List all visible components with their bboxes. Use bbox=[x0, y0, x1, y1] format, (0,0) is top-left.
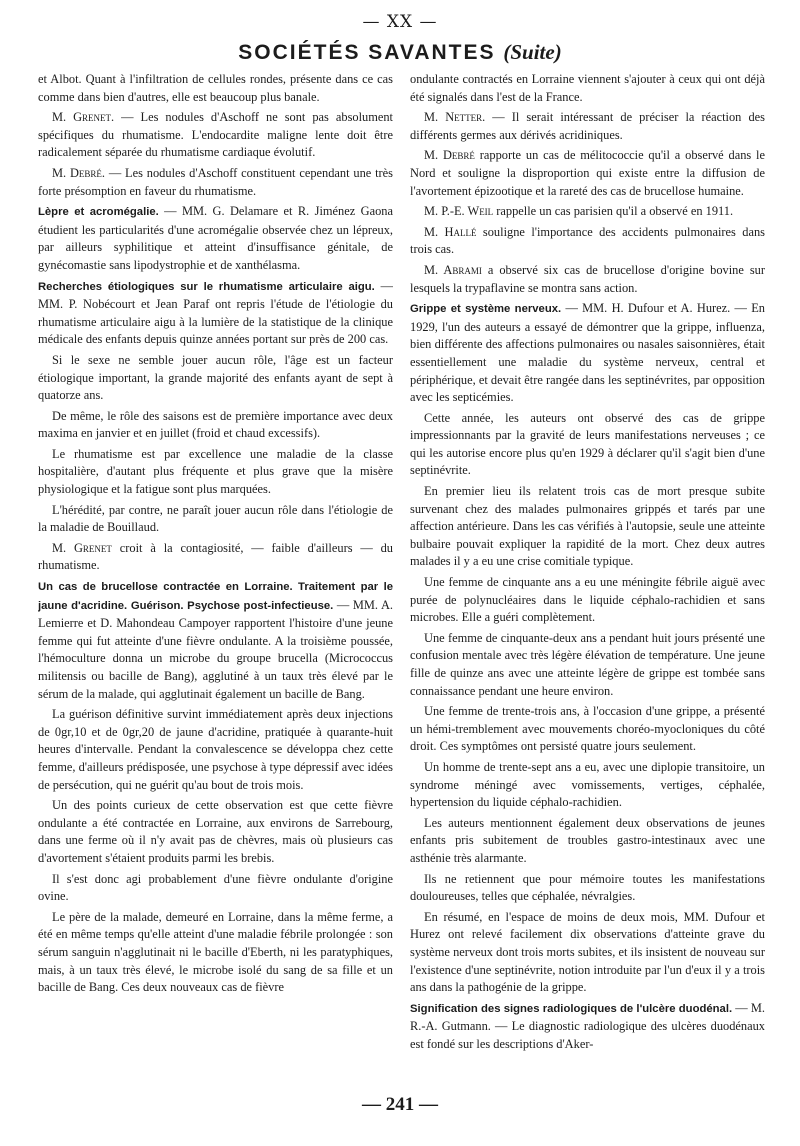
paragraph: Le père de la malade, demeuré en Lorraine, dans la même ferme, a été en même temps qu'elle atteint d'une maladie fébrile prolongée : son sérum sanguin n'agglutinait ni le bacille d'Eberth, ni les paratyphiques, mais, à un taux très élevé, le microbe isolé du sang de sa fille et un bacille de Bang. Ces deux nouveaux cas de fièvre bbox=[38, 909, 393, 995]
paragraph-text: a observé six cas de brucellose d'origine bovine sur lesquels la trypaflavine se montra sans action. bbox=[410, 262, 765, 295]
paragraph: Cette année, les auteurs ont observé des cas de grippe impressionnants par la gravité de leurs manifestations nerveuses ; ce qui les autorise encore plus qu'en 1929 à déclarer qu'il s'agit bien d'une septinévrite. bbox=[410, 410, 765, 478]
paragraph: L'hérédité, par contre, ne paraît jouer aucun rôle dans l'étiologie de la maladie de Bouillaud. bbox=[38, 502, 393, 535]
paragraph-text: — MM. G. Delamare et R. Jiménez Gaona étudient les particularités d'une acromégalie observée chez un lépreux, par ailleurs syphilitique et atteint d'insuffisance génitale, de gynécomastie sans lipodystrophie et de xanthélasma. bbox=[38, 204, 393, 272]
paragraph-text: souligne l'importance des accidents pulmonaires dans trois cas. bbox=[410, 224, 765, 257]
section-title-text: SOCIÉTÉS SAVANTES bbox=[238, 41, 496, 64]
paragraph bbox=[410, 300, 765, 407]
paragraph-text: — Il serait intéressant de préciser la réaction des différents germes aux dérivés acridiniques. bbox=[410, 110, 765, 142]
paragraph-text: rapporte un cas de mélitococcie qu'il a observé dans le Nord et souligne la disproportion qui existe entre la diffusion de l'avortement épizootique et la rareté des cas de brucellose humaine. bbox=[410, 148, 765, 198]
left-column bbox=[38, 71, 393, 1111]
roman-page-number: — XX — bbox=[362, 12, 438, 32]
paragraph: et Albot. Quant à l'infiltration de cellules rondes, présente dans ce cas comme dans bien d'autres, elle est beaucoup plus banale. bbox=[38, 72, 393, 104]
paragraph: Les auteurs mentionnent également deux observations de jeunes enfants pris subitement de troubles gastro-intestinaux avec une asthénie très alarmante. bbox=[410, 815, 765, 865]
paragraph: Ils ne retiennent que pour mémoire toutes les manifestations douloureuses, telles que céphalée, névralgies. bbox=[410, 871, 765, 904]
speaker-name: M. Debré. bbox=[52, 165, 105, 180]
speaker-name: M. Abrami bbox=[424, 262, 482, 277]
paragraph: Il s'est donc agi probablement d'une fièvre ondulante d'origine ovine. bbox=[38, 871, 393, 904]
paragraph-text: — MM. H. Dufour et A. Hurez. — En 1929, l'un des auteurs a essayé de démontrer que la grippe, influenza, bien différente des affections pulmonaires ou nasales saisonnières, était essentiellement une maladie du système nerveux, central et périphérique, et devait être rangée dans les septinévrites, par opposition avec les septicémies. bbox=[410, 301, 765, 405]
speaker-name: M. Debré bbox=[424, 148, 475, 163]
paragraph: En résumé, en l'espace de moins de deux mois, MM. Dufour et Hurez ont relevé facilement dix observations d'atteinte grave du système nerveux dont trois morts subites, et ils insistent de nouveau sur l'existence d'une septinévrite, notion introduite par l'un d'eux il y a trois ans dans la pathogénie de la grippe. bbox=[410, 909, 765, 995]
article-heading: Grippe et système nerveux. bbox=[410, 303, 562, 316]
paragraph bbox=[410, 203, 765, 221]
paragraph: La guérison définitive survint immédiatement après deux injections de 0gr,10 et de 0gr,20 de jaune d'acridine, pratiquée à quarante-huit heures d'intervalle. Pendant la convalescence se développa chez cette femme, d'ailleurs prédisposée, une psychose à type dépressif avec idées de persécution, qui ne guérit qu'au bout de trois mois. bbox=[38, 707, 393, 792]
paragraph bbox=[410, 1000, 765, 1054]
paragraph bbox=[38, 203, 393, 274]
paragraph: Une femme de cinquante-deux ans a pendant huit jours présenté une confusion mentale avec très légère élévation de température. Une jeune fille de quinze ans avec une atteinte légère de grippe est tombée sans connaissance pendant une heure environ. bbox=[410, 630, 765, 698]
paragraph-text: rappelle un cas parisien qu'il a observé en 1911. bbox=[493, 204, 734, 219]
paragraph bbox=[410, 224, 765, 259]
section-title bbox=[0, 40, 800, 65]
speaker-name: M. Hallé bbox=[424, 224, 477, 239]
paragraph bbox=[410, 109, 765, 144]
section-title-suffix: (Suite) bbox=[503, 40, 562, 64]
speaker-name: M. Grenet bbox=[52, 540, 112, 555]
paragraph-text: — Les nodules d'Aschoff constituent cependant une très forte présomption en faveur du rhumatisme. bbox=[38, 165, 393, 198]
paragraph-text: croit à la contagiosité, — faible d'ailleurs — du rhumatisme. bbox=[38, 540, 393, 573]
paragraph-text: — MM. A. Lemierre et D. Mahondeau Campoyer rapportent l'histoire d'une jeune femme qui fut atteinte d'une fièvre ondulante. A la troisième poussée, l'hémoculture donna un microbe du groupe brucella (Micrococcus militensis ou bacille de Bang), agglutiné à un taux très élevé par le sérum de la malade, qui agglutinait également un bacille de Bang. bbox=[38, 597, 393, 701]
paragraph-text: — M. R.-A. Gutmann. — Le diagnostic radiologique des ulcères duodénaux est fondé sur les descriptions d'Aker- bbox=[410, 1000, 765, 1051]
paragraph: ondulante contractés en Lorraine viennent s'ajouter à ceux qui ont déjà été signalés dans l'est de la France. bbox=[410, 72, 765, 104]
paragraph bbox=[38, 165, 393, 200]
right-column bbox=[410, 71, 765, 1111]
paragraph: Une femme de cinquante ans a eu une méningite fébrile aiguë avec purée de polynucléaires dans le liquide céphalo-rachidien et sans microbes. Elle a guéri complètement. bbox=[410, 575, 765, 625]
article-heading: Recherches étiologiques sur le rhumatisme articulaire aigu. bbox=[38, 280, 375, 293]
article-heading: Signification des signes radiologiques de l'ulcère duodénal. bbox=[410, 1002, 733, 1015]
paragraph bbox=[38, 540, 393, 575]
paragraph: En premier lieu ils relatent trois cas de mort presque subite survenant chez des malades pulmonaires grippés et tarés par une affection antérieure. Dans les cas vérifiés à l'autopsie, seule une atteinte bulbaire pouvait expliquer la rapidité de la mort. Chez deux autres malades il y a eu une crise comitiale typique. bbox=[410, 484, 765, 569]
paragraph bbox=[410, 147, 765, 200]
paragraph-text: — MM. P. Nobécourt et Jean Paraf ont repris l'étude de l'étiologie du rhumatisme articulaire aigu à la lumière de la statistique de la clinique médicale des enfants depuis quinze années portant sur près de 200 cas. bbox=[38, 278, 393, 347]
article-heading: Un cas de brucellose contractée en Lorraine. Traitement par le jaune d'acridine. Guérison. Psychose post-infectieuse. bbox=[38, 581, 393, 612]
paragraph: De même, le rôle des saisons est de première importance avec deux maxima en janvier et en juillet (froid et chaud excessifs). bbox=[38, 408, 393, 441]
speaker-name: M. Grenet. bbox=[52, 110, 115, 125]
speaker-name: M. P.-E. Weil bbox=[424, 204, 494, 219]
paragraph-text: — Les nodules d'Aschoff ne sont pas absolument spécifiques du rhumatisme. L'endocardite maligne lente doit être radicalement séparée du rhumatisme cardiaque évolutif. bbox=[38, 110, 393, 160]
paragraph: Si le sexe ne semble jouer aucun rôle, l'âge est un facteur étiologique important, la grande majorité des enfants ayant de sept à quatorze ans. bbox=[38, 352, 393, 403]
paragraph: Le rhumatisme est par excellence une maladie de la classe hospitalière, d'autant plus fréquente et plus grave que la misère physiologique et la fatigue sont plus marquées. bbox=[38, 446, 393, 497]
paragraph bbox=[410, 262, 765, 297]
speaker-name: M. Netter. bbox=[424, 110, 486, 125]
article-heading: Lèpre et acromégalie. bbox=[38, 206, 159, 219]
paragraph: Un des points curieux de cette observation est que cette fièvre ondulante a été contractée en Lorraine, aux environs de Sarrebourg, dans une ferme où il n'y avait pas de chèvres, mais où plusieurs cas d'avortement s'étaient produits parmi les brebis. bbox=[38, 798, 393, 865]
paragraph: Une femme de trente-trois ans, à l'occasion d'une grippe, a présenté un hémi-tremblement avec mouvements choréo-myocloniques du côté droit. Ces symptômes ont persisté quatre jours seulement. bbox=[410, 704, 765, 754]
paragraph bbox=[38, 578, 393, 703]
paragraph: Un homme de trente-sept ans a eu, avec une diplopie transitoire, un syndrome méningé avec vomissements, vertiges, céphalée, hypertension du liquide céphalo-rachidien. bbox=[410, 759, 765, 810]
page-folio: — 241 — bbox=[362, 1094, 438, 1115]
paragraph bbox=[38, 109, 393, 162]
paragraph bbox=[38, 278, 393, 349]
